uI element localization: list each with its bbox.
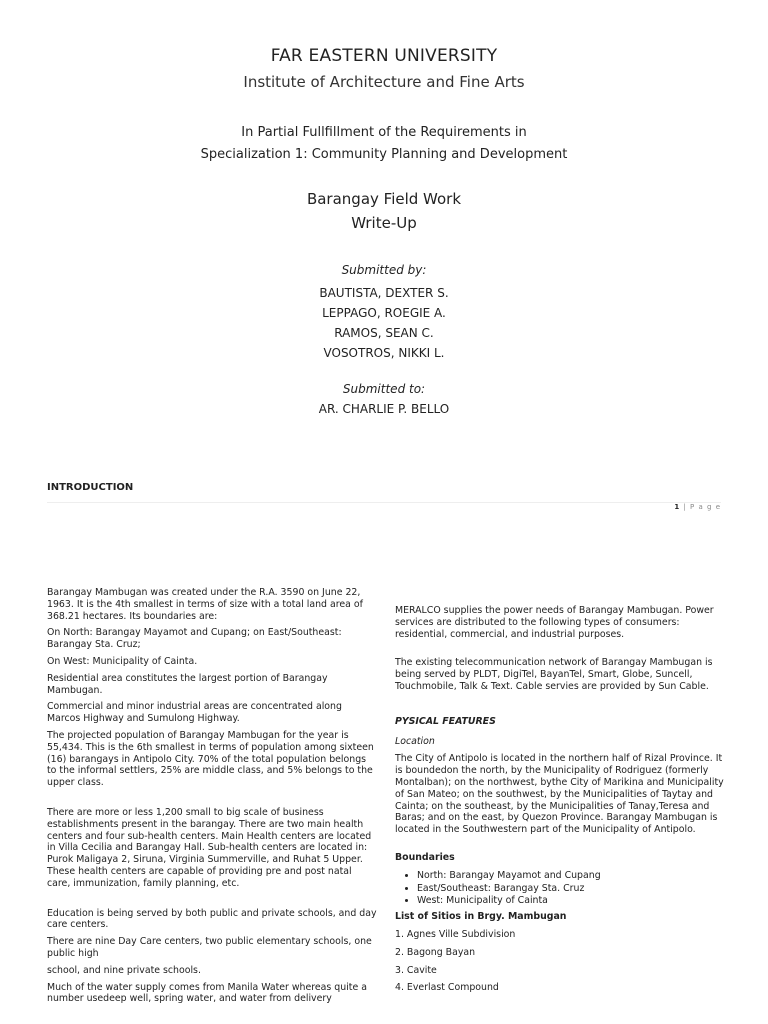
paragraph: Commercial and minor industrial areas are concentrated along Marcos Highway and Sumulong Highway. <box>47 701 342 725</box>
list-item: 3. Cavite <box>395 964 437 976</box>
paragraph: Education is being served by both public and private schools, and day care centers. <box>47 907 377 931</box>
telecom-paragraph: The existing telecommunication network of Barangay Mambugan is being served by PLDT, DigiTel, BayanTel, Smart, Globe, Suncell, Touchmobile, Talk & Text. Cable servies are provided by Sun Cable. <box>395 657 713 692</box>
list-item: • West: Municipality of Cainta <box>417 895 725 907</box>
paragraph: Much of the water supply comes from Manila Water whereas quite a number usedeep well, spring water, and water from delivery <box>47 981 367 1005</box>
paragraph: Barangay Mambugan was created under the R.A. 3590 on June 22, 1963. It is the 4th smallest in terms of size with a total land area of 368.21 hectares. Its boundaries are: <box>47 587 363 622</box>
sitios-list <box>395 929 725 994</box>
page-number: 1 <box>674 503 681 511</box>
author-list <box>0 283 768 363</box>
requirement-line-1: In Partial Fullfillment of the Requirements in <box>241 125 527 140</box>
paragraph: There are nine Day Care centers, two public elementary schools, one public high <box>47 936 372 959</box>
power-paragraph: MERALCO supplies the power needs of Barangay Mambugan. Power services are distributed to the following types of consumers: residential, commercial, and industrial purposes. <box>395 605 714 640</box>
paragraph: school, and nine private schools. <box>47 964 201 976</box>
university-name: FAR EASTERN UNIVERSITY <box>270 46 498 66</box>
page-footer <box>674 503 721 511</box>
location-paragraph: The City of Antipolo is located in the northern half of Rizal Province. It is boundedon the north, by the Municipality of Rodriguez (formerly Montalban); on the northwest, bythe City of Marikina and Municipality of San Mateo; on the southwest, by the Municipalities of Taytay and Cainta; on the southeast, by the Municipalities of Tanay,Teresa and Baras; and on the east, by Quezon Province. Barangay Mambugan is located in the Southwestern part of the Municipality of Antipolo. <box>395 753 724 836</box>
author-name: VOSOTROS, NIKKI L. <box>323 346 445 360</box>
right-column <box>395 605 725 1000</box>
list-item: • East/Southeast: Barangay Sta. Cruz <box>417 883 725 895</box>
author-name: RAMOS, SEAN C. <box>334 326 434 340</box>
requirement-line-2: Specialization 1: Community Planning and Development <box>200 147 568 162</box>
institute-name: Institute of Architecture and Fine Arts <box>243 73 525 91</box>
paragraph: The projected population of Barangay Mambugan for the year is 55,434. This is the 6th smallest in terms of population among sixteen (16) barangays in Antipolo City. 70% of the total population belongs to the informal settlers, 25% are middle class, and 5% belongs to the upper class. <box>47 729 374 789</box>
author-name: LEPPAGO, ROEGIE A. <box>322 306 446 320</box>
submitted-to-label: Submitted to: <box>342 382 426 396</box>
adviser-name: AR. CHARLIE P. BELLO <box>318 402 450 416</box>
physical-features-heading: PYSICAL FEATURES <box>395 715 496 727</box>
submitted-by-label: Submitted by: <box>341 263 427 277</box>
list-item: 4. Everlast Compound <box>395 982 499 994</box>
list-item: 2. Bagong Bayan <box>395 946 476 958</box>
list-item: 1. Agnes Ville Subdivision <box>395 928 516 940</box>
paragraph: On North: Barangay Mayamot and Cupang; on East/Southeast: Barangay Sta. Cruz; <box>47 627 342 651</box>
document-subtitle: Write-Up <box>351 214 417 232</box>
paragraph: Residential area constitutes the largest portion of Barangay Mambugan. <box>47 672 328 696</box>
paragraph: On West: Municipality of Cainta. <box>47 655 198 667</box>
author-name: BAUTISTA, DEXTER S. <box>319 286 449 300</box>
page-divider <box>47 502 721 503</box>
sitios-heading: List of Sitios in Brgy. Mambugan <box>395 911 567 923</box>
list-item: • North: Barangay Mayamot and Cupang <box>417 870 725 882</box>
boundaries-list <box>395 870 725 907</box>
introduction-heading: INTRODUCTION <box>47 482 134 493</box>
document-title: Barangay Field Work <box>306 190 462 208</box>
location-heading: Location <box>395 735 435 747</box>
paragraph: There are more or less 1,200 small to big scale of business establishments present in the barangay. There are two main health centers and four sub-health centers. Main Health centers are located in Villa Cecilia and Barangay Hall. Sub-health centers are located in: Purok Maligaya 2, Siruna, Virginia Summerville, and Ruhat 5 Upper. These health centers are capable of providing pre and post natal care, immunization, family planning, etc. <box>47 806 372 889</box>
boundaries-heading: Boundaries <box>395 851 455 863</box>
left-column <box>47 587 377 1010</box>
page-label: | P a g e <box>680 503 721 511</box>
